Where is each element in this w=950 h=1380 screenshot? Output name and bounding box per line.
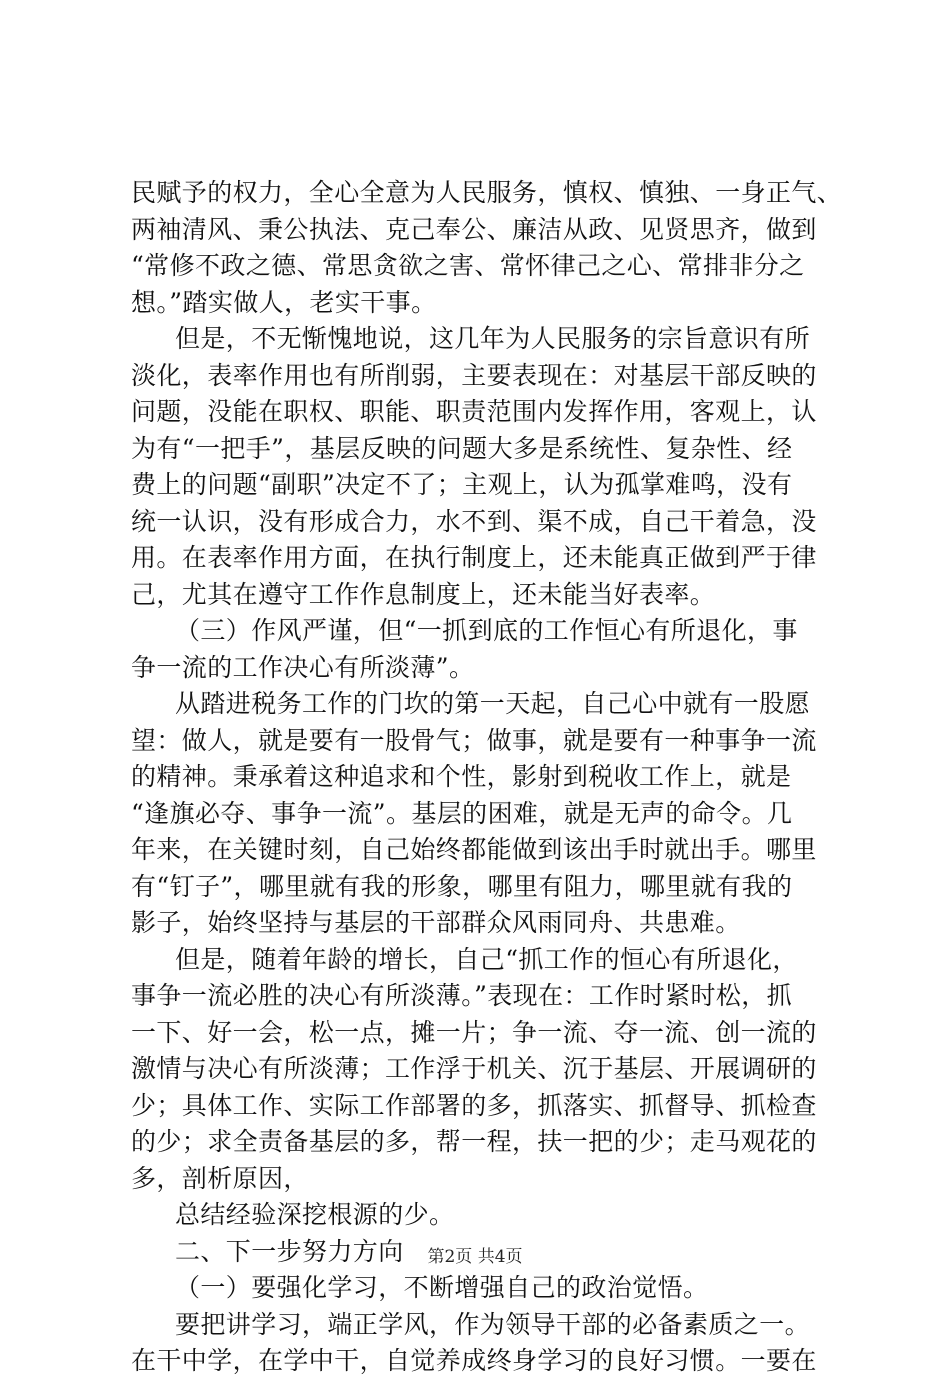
text-line: 从踏进税务工作的门坎的第一天起，自己心中就有一股愿 xyxy=(175,689,811,718)
text-line: 的精神。秉承着这种追求和个性，影射到税收工作上，就是 xyxy=(131,762,792,791)
document-body xyxy=(131,175,843,1380)
text-line: 的少；求全责备基层的多，帮一程，扶一把的少；走马观花的 xyxy=(131,1127,817,1156)
text-line: 统一认识，没有形成合力，水不到、渠不成，自己干着急，没 xyxy=(131,506,817,536)
text-line: 总结经验深挖根源的少。 xyxy=(175,1200,455,1229)
text-line: 有“钉子”，哪里就有我的形象，哪里有阻力，哪里就有我的 xyxy=(131,871,793,901)
text-line: 问题，没能在职权、职能、职责范围内发挥作用，客观上，认 xyxy=(131,397,817,426)
text-line: 事争一流必胜的决心有所淡薄。”表现在：工作时紧时松，抓 xyxy=(131,981,793,1010)
text-line: 两袖清风、秉公执法、克己奉公、廉洁从政、见贤思齐，做到 xyxy=(131,214,817,244)
text-line: 年来，在关键时刻，自己始终都能做到该出手时就出手。哪里 xyxy=(131,835,817,864)
text-line: 争一流的工作决心有所淡薄”。 xyxy=(131,652,475,682)
text-line: 为有“一把手”，基层反映的问题大多是系统性、复杂性、经 xyxy=(131,433,793,463)
text-line: 费上的问题“副职”决定不了；主观上，认为孤掌难鸣，没有 xyxy=(131,470,793,499)
text-line: （三）作风严谨，但“一抓到底的工作恒心有所退化，事 xyxy=(175,616,798,645)
text-line: 在干中学，在学中干，自觉养成终身学习的良好习惯。一要在 xyxy=(131,1346,817,1375)
text-line: “逢旗必夺、事争一流”。基层的困难，就是无声的命令。几 xyxy=(131,798,793,828)
text-line: 要把讲学习，端正学风，作为领导干部的必备素质之一。 xyxy=(175,1309,811,1339)
text-line: 激情与决心有所淡薄；工作浮于机关、沉于基层、开展调研的 xyxy=(131,1054,817,1083)
text-line: 但是，随着年龄的增长，自己“抓工作的恒心有所退化， xyxy=(175,944,798,974)
text-line: 但是，不无惭愧地说，这几年为人民服务的宗旨意识有所 xyxy=(175,324,811,353)
text-line: 少；具体工作、实际工作部署的多，抓落实、抓督导、抓检查 xyxy=(131,1090,817,1120)
text-line: （一）要强化学习，不断增强自己的政治觉悟。 xyxy=(175,1273,709,1302)
text-line: “常修不政之德、常思贪欲之害、常怀律己之心、常排非分之 xyxy=(131,251,805,280)
text-line: 影子，始终坚持与基层的干部群众风雨同舟、共患难。 xyxy=(131,908,741,937)
text-line: 用。在表率作用方面，在执行制度上，还未能真正做到严于律 xyxy=(131,543,817,572)
text-line: 己，尤其在遵守工作作息制度上，还未能当好表率。 xyxy=(131,579,716,609)
text-line: 想。”踏实做人，老实干事。 xyxy=(131,287,437,317)
text-line: 淡化，表率作用也有所削弱，主要表现在：对基层干部反映的 xyxy=(131,360,817,390)
text-line: 望：做人，就是要有一股骨气；做事，就是要有一种事争一流 xyxy=(131,725,817,755)
text-line: 民赋予的权力，全心全意为人民服务，慎权、慎独、一身正气、 xyxy=(131,178,843,207)
page-footer: 第2页 共4页 xyxy=(427,1247,523,1267)
text-line: 二、下一步努力方向 xyxy=(175,1236,404,1266)
text-line: 多，剖析原因， xyxy=(131,1163,309,1193)
text-line: 一下、好一会，松一点，摊一片；争一流、夺一流、创一流的 xyxy=(131,1017,817,1047)
